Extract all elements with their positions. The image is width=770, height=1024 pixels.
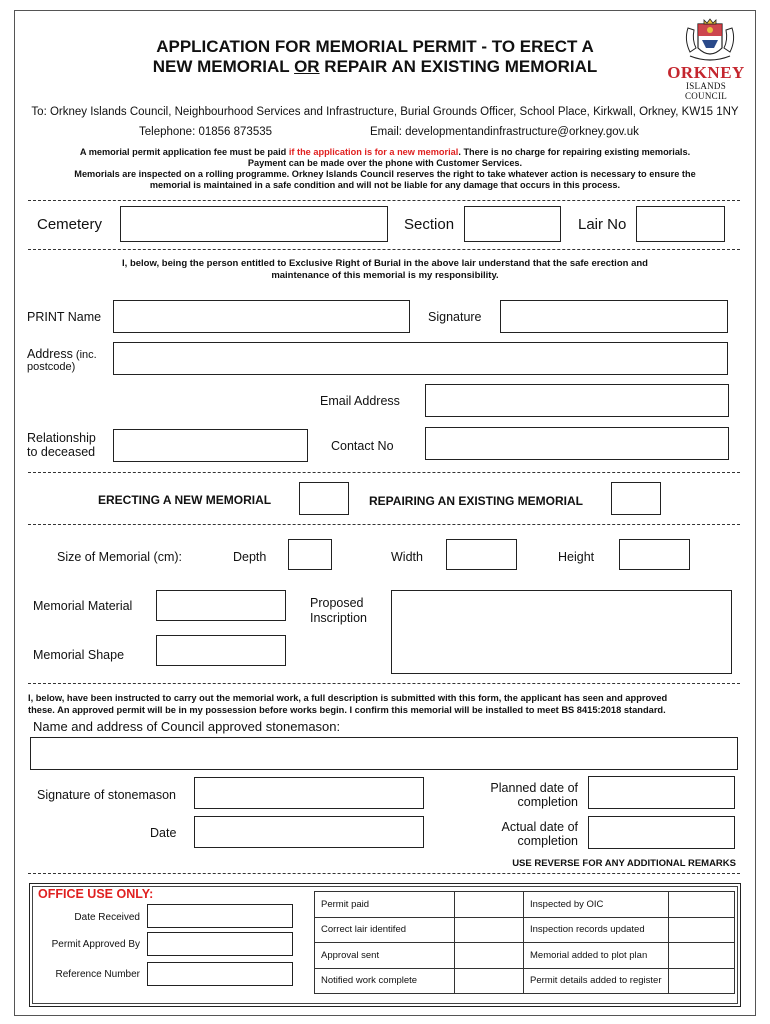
checklist-item: Correct lair identifed xyxy=(315,917,455,943)
notice-line-1 xyxy=(20,147,750,158)
repairing-label: REPAIRING AN EXISTING MEMORIAL xyxy=(369,494,584,508)
repairing-checkbox[interactable] xyxy=(611,482,661,515)
permit-approved-label: Permit Approved By xyxy=(51,939,140,950)
address-input[interactable] xyxy=(113,342,728,375)
divider xyxy=(28,472,740,473)
stonemason-declaration xyxy=(28,692,744,716)
checklist-checkbox[interactable] xyxy=(455,943,524,969)
cemetery-label: Cemetery xyxy=(37,216,103,233)
planned-date-input[interactable] xyxy=(588,776,735,809)
date-label: Date xyxy=(150,826,177,840)
stonemason-declaration-line-1: I, below, have been instructed to carry out the memorial work, a full description is submitted with this form, the applicant has seen and approved xyxy=(28,693,668,703)
title-line-1: APPLICATION FOR MEMORIAL PERMIT - TO ERECT A xyxy=(156,37,594,56)
section-label: Section xyxy=(404,216,455,233)
notice-line-4: memorial is maintained in a safe condition and will not be liable for any damage that occurs in this process. xyxy=(149,180,621,190)
shape-input[interactable] xyxy=(156,635,286,666)
email-address-label: Email Address xyxy=(320,394,400,408)
stonemason-name-input[interactable] xyxy=(30,737,738,770)
divider xyxy=(28,873,740,874)
council-address: To: Orkney Islands Council, Neighbourhood Services and Infrastructure, Burial Grounds Officer, School Place, Kirkwall, Orkney, KW15 1NY xyxy=(31,106,739,118)
divider xyxy=(28,200,740,201)
lair-declaration xyxy=(20,258,750,282)
material-label: Memorial Material xyxy=(33,599,133,613)
signature-label: Signature xyxy=(428,310,482,324)
checklist-item: Notified work complete xyxy=(315,968,455,994)
lair-no-label: Lair No xyxy=(578,216,627,233)
planned-label-1: Planned date of xyxy=(490,781,578,795)
checklist-checkbox[interactable] xyxy=(455,968,524,994)
title-line-2-post: REPAIR AN EXISTING MEMORIAL xyxy=(319,57,598,76)
checklist-checkbox[interactable] xyxy=(669,943,735,969)
proposed-label-2: Inscription xyxy=(310,611,367,625)
checklist-item: Memorial added to plot plan xyxy=(524,943,669,969)
notice-line-1-post: . There is no charge for repairing existing memorials. xyxy=(458,147,691,157)
email-address-input[interactable] xyxy=(425,384,729,417)
checklist-row xyxy=(315,892,735,918)
notice-line-2: Payment can be made over the phone with Customer Services. xyxy=(247,158,523,168)
reference-number-input[interactable] xyxy=(147,962,293,986)
checklist-row xyxy=(315,917,735,943)
stonemason-name-label: Name and address of Council approved stonemason: xyxy=(33,719,341,734)
cemetery-input[interactable] xyxy=(120,206,388,242)
signature-input[interactable] xyxy=(500,300,728,333)
checklist-checkbox[interactable] xyxy=(669,892,735,918)
title-line-2 xyxy=(120,57,630,77)
address-label-main: Address xyxy=(27,347,73,361)
stonemason-declaration-line-2: these. An approved permit will be in my possession before works begin. I confirm this memorial will be installed to meet BS 8415:2018 standard. xyxy=(28,705,666,715)
checklist-checkbox[interactable] xyxy=(455,917,524,943)
telephone: Telephone: 01856 873535 xyxy=(139,126,273,138)
material-input[interactable] xyxy=(156,590,286,621)
contact-no-input[interactable] xyxy=(425,427,729,460)
reverse-note: USE REVERSE FOR ANY ADDITIONAL REMARKS xyxy=(512,858,736,869)
depth-label: Depth xyxy=(233,550,267,564)
relationship-input[interactable] xyxy=(113,429,308,462)
relationship-label-1: Relationship xyxy=(27,431,96,445)
planned-label-2: completion xyxy=(517,795,578,809)
logo-name: ORKNEY xyxy=(667,63,745,82)
height-input[interactable] xyxy=(619,539,690,570)
lair-no-input[interactable] xyxy=(636,206,725,242)
notice-line-1-red: if the application is for a new memorial xyxy=(288,147,459,157)
date-received-input[interactable] xyxy=(147,904,293,928)
checklist-item: Inspected by OIC xyxy=(524,892,669,918)
notice-line-3: Memorials are inspected on a rolling programme. Orkney Islands Council reserves the right to take whatever action is necessary to ensure the xyxy=(74,169,696,179)
width-input[interactable] xyxy=(446,539,517,570)
inscription-input[interactable] xyxy=(391,590,732,674)
proposed-label-1: Proposed xyxy=(310,596,364,610)
width-label: Width xyxy=(391,550,423,564)
stonemason-signature-input[interactable] xyxy=(194,777,424,809)
checklist-checkbox[interactable] xyxy=(669,968,735,994)
logo-subtitle: ISLANDS COUNCIL xyxy=(684,81,728,101)
date-received-label: Date Received xyxy=(74,912,140,923)
stonemason-signature-label: Signature of stonemason xyxy=(37,788,176,802)
checklist-checkbox[interactable] xyxy=(455,892,524,918)
lair-declaration-line-2: maintenance of this memorial is my responsibility. xyxy=(271,270,499,281)
fee-notice xyxy=(20,147,750,191)
checklist-item: Permit details added to register xyxy=(524,968,669,994)
address-label-note: (inc. xyxy=(72,349,97,361)
checklist-item: Inspection records updated xyxy=(524,917,669,943)
contact-no-label: Contact No xyxy=(331,439,394,453)
office-checklist xyxy=(314,891,735,994)
relationship-label-2: to deceased xyxy=(27,445,96,459)
lair-declaration-line-1: I, below, being the person entitled to Exclusive Right of Burial in the above lair understand that the safe erection and xyxy=(122,258,648,269)
size-label: Size of Memorial (cm): xyxy=(57,550,183,564)
council-crest-icon xyxy=(680,18,740,64)
notice-line-1-pre: A memorial permit application fee must be paid xyxy=(79,147,289,157)
erecting-label: ERECTING A NEW MEMORIAL xyxy=(98,493,272,507)
print-name-input[interactable] xyxy=(113,300,410,333)
divider xyxy=(28,683,740,684)
divider xyxy=(28,524,740,525)
depth-input[interactable] xyxy=(288,539,332,570)
page-title xyxy=(120,37,630,77)
address-label xyxy=(27,347,97,362)
print-name-label: PRINT Name xyxy=(27,310,102,324)
divider xyxy=(28,249,740,250)
title-or: OR xyxy=(294,57,320,76)
checklist-checkbox[interactable] xyxy=(669,917,735,943)
office-use-heading: OFFICE USE ONLY: xyxy=(38,887,154,901)
height-label: Height xyxy=(558,550,595,564)
actual-label-2: completion xyxy=(517,834,578,848)
erecting-checkbox[interactable] xyxy=(299,482,349,515)
checklist-item: Approval sent xyxy=(315,943,455,969)
contact-email: Email: developmentandinfrastructure@orkney.gov.uk xyxy=(370,126,639,138)
actual-label-1: Actual date of xyxy=(501,820,578,834)
checklist-row xyxy=(315,943,735,969)
reference-number-label: Reference Number xyxy=(55,969,140,980)
checklist-row xyxy=(315,968,735,994)
address-label-postcode: postcode) xyxy=(27,361,76,373)
permit-approved-input[interactable] xyxy=(147,932,293,956)
checklist-item: Permit paid xyxy=(315,892,455,918)
date-input[interactable] xyxy=(194,816,424,848)
title-line-2-pre: NEW MEMORIAL xyxy=(152,57,295,76)
section-input[interactable] xyxy=(464,206,561,242)
actual-date-input[interactable] xyxy=(588,816,735,849)
shape-label: Memorial Shape xyxy=(33,648,125,662)
